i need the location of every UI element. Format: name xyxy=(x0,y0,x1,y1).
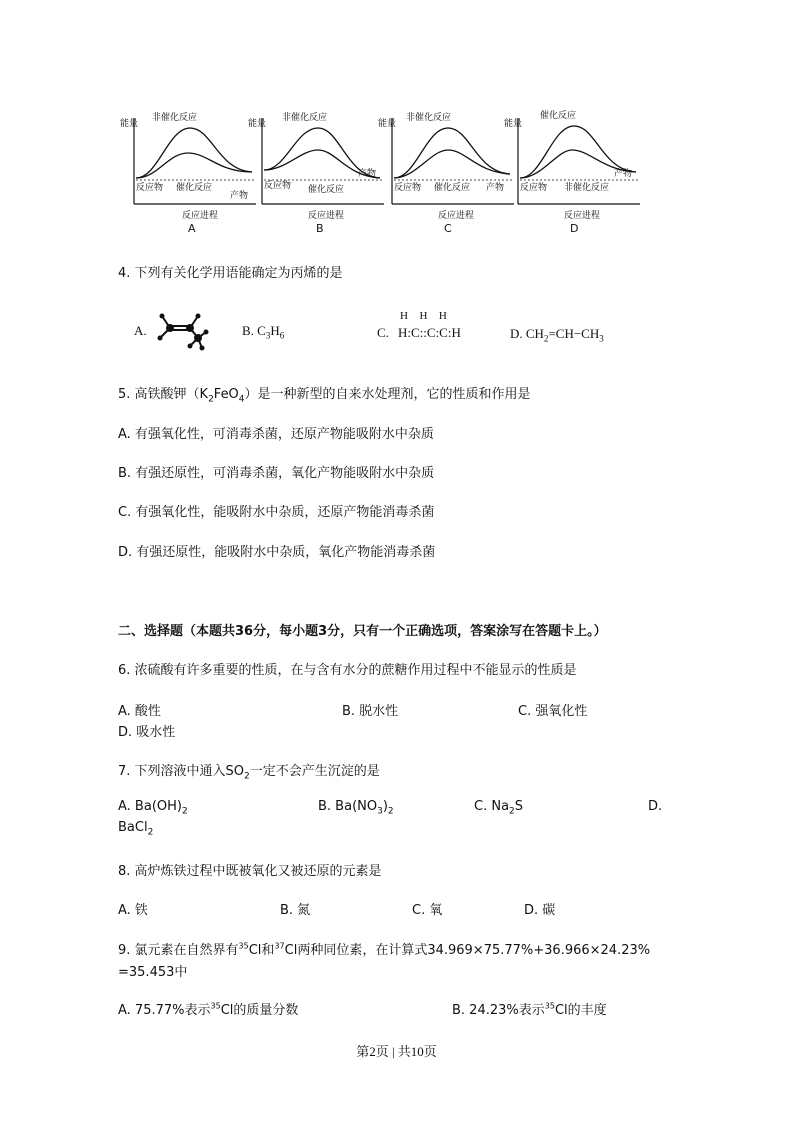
diagram-a-reactant: 反应物 xyxy=(136,183,164,193)
q9-b-pre: B. 24.23%表示 xyxy=(452,1003,545,1018)
q7-d-pre: BaCl xyxy=(118,820,148,835)
q7-a-pre: A. Ba(OH) xyxy=(118,799,182,814)
diagram-b-reactant: 反应物 xyxy=(264,181,292,191)
q7-option-d xyxy=(118,820,153,838)
q9-option-b xyxy=(452,999,607,1018)
q7-b-mid: ) xyxy=(382,799,388,814)
q5-stem xyxy=(118,383,531,405)
q4-option-c-label: C. xyxy=(377,325,389,340)
diagram-c-reactant: 反应物 xyxy=(394,183,422,193)
diagram-a-svg xyxy=(118,108,258,236)
q7-stem-sub: 2 xyxy=(244,771,250,782)
q8-option-b: B. 氮 xyxy=(280,903,311,918)
diagram-b-product: 产物 xyxy=(358,169,377,179)
diagram-c-ylabel: 能量 xyxy=(378,119,397,129)
diagram-d-lower-label: 非催化反应 xyxy=(564,183,610,193)
q5-option-d: D. 有强还原性，能吸附水中杂质，氧化产物能消毒杀菌 xyxy=(118,545,436,560)
q4-stem: 4. 下列有关化学用语能确定为丙烯的是 xyxy=(118,266,343,281)
diagram-d-letter: D xyxy=(570,222,579,235)
diagram-b-lower-label: 催化反应 xyxy=(308,185,345,195)
q9-stem-mid1: Cl和 xyxy=(248,943,275,958)
q4-d-pre: D. CH xyxy=(510,326,544,341)
q4-b-sub2: 6 xyxy=(279,330,285,341)
propene-ball-stick-model xyxy=(154,306,214,356)
q9-stem xyxy=(118,939,650,958)
q7-c-post: S xyxy=(514,799,524,814)
diagram-d-ylabel: 能量 xyxy=(504,119,523,129)
q9-sup2: 37 xyxy=(274,941,285,951)
diagram-a-lower-label: 催化反应 xyxy=(176,183,213,193)
diagram-d-reactant: 反应物 xyxy=(520,183,548,193)
q9-option-a xyxy=(118,999,298,1018)
q5-option-c: C. 有强氧化性，能吸附水中杂质，还原产物能消毒杀菌 xyxy=(118,505,435,520)
q9-b-post: Cl的丰度 xyxy=(554,1003,607,1018)
diagram-b-ylabel: 能量 xyxy=(248,119,267,129)
q9-a-pre: A. 75.77%表示 xyxy=(118,1003,211,1018)
section-2-heading: 二、选择题（本题共36分，每小题3分，只有一个正确选项，答案涂写在答题卡上。） xyxy=(118,624,607,639)
diagram-c-product: 产物 xyxy=(486,183,505,193)
q8-option-a: A. 铁 xyxy=(118,903,148,918)
q5-sub1: 2 xyxy=(208,394,214,405)
diagram-c-top-label: 非催化反应 xyxy=(406,113,452,123)
q7-stem-post: 一定不会产生沉淀的是 xyxy=(249,764,380,779)
diagram-a-top-label: 非催化反应 xyxy=(152,113,198,123)
q7-option-a xyxy=(118,799,188,817)
diagram-d-top-label: 催化反应 xyxy=(540,111,577,121)
q8-option-c: C. 氧 xyxy=(412,903,443,918)
q7-a-sub: 2 xyxy=(181,806,188,817)
q5-sub2: 4 xyxy=(238,394,245,405)
q4-option-a-label: A. xyxy=(134,323,147,338)
q7-d-sub: 2 xyxy=(147,827,154,838)
q7-option-b xyxy=(318,799,394,817)
q7-c-sub: 2 xyxy=(509,806,515,817)
lewis-top-h: H H H xyxy=(400,310,449,322)
diagram-a-product: 产物 xyxy=(230,191,249,201)
q4-d-mid: =CH−CH xyxy=(548,326,600,341)
energy-diagram-a xyxy=(118,108,258,240)
q6-stem: 6. 浓硫酸有许多重要的性质，在与含有水分的蔗糖作用过程中不能显示的性质是 xyxy=(118,663,577,678)
energy-diagram-b xyxy=(246,108,386,240)
lewis-structure: H:C::C:C:H xyxy=(398,325,461,340)
q7-stem-pre: 7. 下列溶液中通入SO xyxy=(118,764,245,779)
q4-d-sub2: 3 xyxy=(599,333,604,344)
q7-stem xyxy=(118,760,380,782)
q7-b-sub2: 2 xyxy=(387,806,394,817)
q6-option-d: D. 吸水性 xyxy=(118,725,176,740)
diagram-c-letter: C xyxy=(444,222,452,235)
q5-stem-mid: FeO xyxy=(213,387,239,402)
q6-option-a: A. 酸性 xyxy=(118,704,161,719)
q5-option-b: B. 有强还原性，可消毒杀菌，氧化产物能吸附水中杂质 xyxy=(118,466,435,481)
q4-option-b xyxy=(242,323,284,341)
q9-stem-line2: =35.453中 xyxy=(118,965,188,980)
q5-option-a: A. 有强氧化性，可消毒杀菌，还原产物能吸附水中杂质 xyxy=(118,427,434,442)
energy-diagram-d xyxy=(502,108,642,240)
q8-option-d: D. 碳 xyxy=(524,903,556,918)
q9-a-post: Cl的质量分数 xyxy=(220,1003,299,1018)
q9-sup1: 35 xyxy=(238,941,249,951)
q5-stem-post: ）是一种新型的自来水处理剂，它的性质和作用是 xyxy=(244,387,531,402)
diagram-b-letter: B xyxy=(316,222,324,235)
diagram-b-top-label: 非催化反应 xyxy=(282,113,328,123)
q4-d-sub1: 2 xyxy=(543,333,549,344)
energy-diagram-c xyxy=(376,108,516,240)
q4-option-d xyxy=(510,326,604,344)
q9-a-sup: 35 xyxy=(210,1001,221,1011)
q4-b-pre: B. C xyxy=(242,323,266,338)
q7-b-sub1: 3 xyxy=(377,806,383,817)
q6-option-c: C. 强氧化性 xyxy=(518,704,588,719)
diagram-d-svg xyxy=(502,108,642,236)
diagram-a-xlabel: 反应进程 xyxy=(182,211,219,221)
diagram-c-xlabel: 反应进程 xyxy=(438,211,475,221)
q9-b-sup: 35 xyxy=(544,1001,555,1011)
diagram-d-xlabel: 反应进程 xyxy=(564,211,601,221)
q9-stem-mid2: Cl两种同位素，在计算式34.969×75.77%+36.966×24.23% xyxy=(284,943,651,958)
q6-option-b: B. 脱水性 xyxy=(342,704,399,719)
diagram-a-letter: A xyxy=(188,222,196,235)
q7-option-c xyxy=(474,799,523,817)
diagram-c-lower-label: 催化反应 xyxy=(434,183,471,193)
diagram-d-product: 产物 xyxy=(614,169,633,179)
q4-b-mid: H xyxy=(270,323,280,338)
q7-c-pre: C. Na xyxy=(474,799,510,814)
diagram-b-svg xyxy=(246,108,386,236)
q5-stem-pre: 5. 高铁酸钾（K xyxy=(118,387,209,402)
q7-option-d-label: D. xyxy=(648,799,663,814)
ball-stick-svg xyxy=(154,306,214,352)
q4-b-sub1: 3 xyxy=(265,330,271,341)
q7-b-pre: B. Ba(NO xyxy=(318,799,378,814)
q8-stem: 8. 高炉炼铁过程中既被氧化又被还原的元素是 xyxy=(118,864,382,879)
page-footer: 第2页 | 共10页 xyxy=(356,1044,437,1059)
q9-stem-pre: 9. 氯元素在自然界有 xyxy=(118,943,239,958)
diagram-c-svg xyxy=(376,108,516,236)
diagram-b-xlabel: 反应进程 xyxy=(308,211,345,221)
diagram-a-ylabel: 能量 xyxy=(120,119,139,129)
